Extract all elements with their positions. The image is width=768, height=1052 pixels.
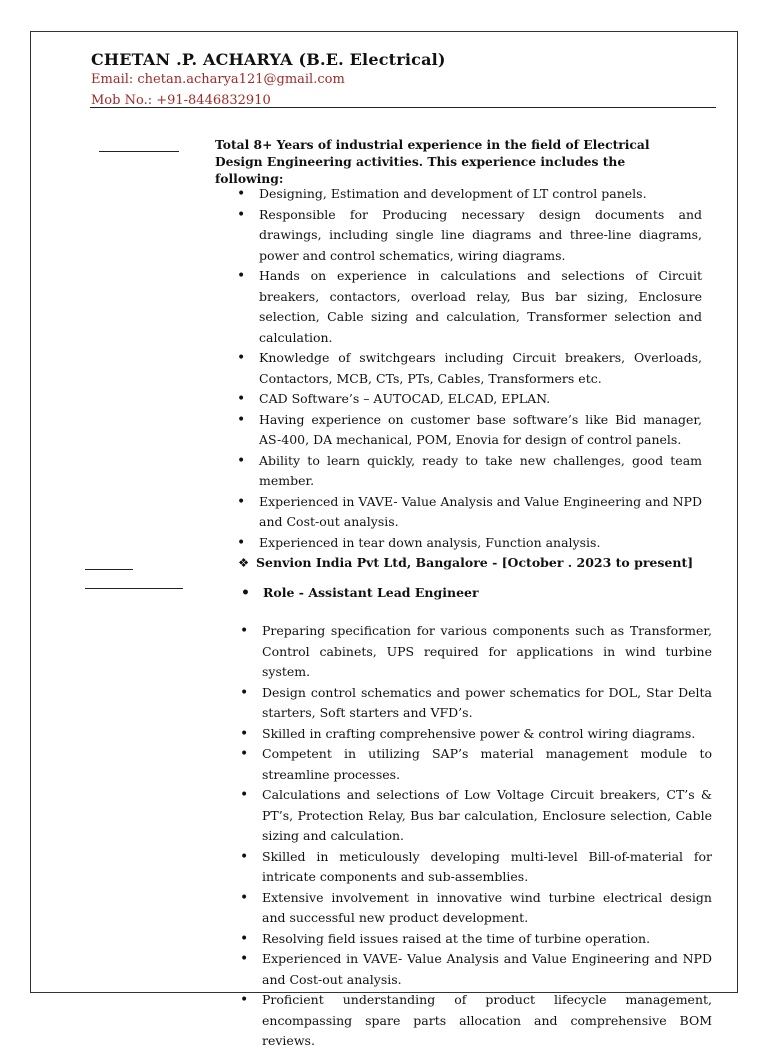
list-item: • Competent in utilizing SAP’s material management module to streamline processes. (237, 744, 712, 785)
list-item: • Skilled in crafting comprehensive power & control wiring diagrams. (237, 724, 712, 745)
list-item: • Having experience on customer base software’s like Bid manager, AS-400, DA mechanical, POM, Enovia for design of control panels. (234, 410, 702, 451)
list-item: • CAD Software’s – AUTOCAD, ELCAD, EPLAN. (234, 389, 702, 410)
header-divider (90, 107, 716, 108)
company-text: Senvion India Pvt Ltd, Bangalore - [October . 2023 to present] (256, 555, 694, 570)
list-item: • Experienced in tear down analysis, Function analysis. (234, 533, 702, 554)
summary-intro: Total 8+ Years of industrial experience in the field of Electrical Design Engineering activities. This experience includes the following: (215, 137, 650, 186)
candidate-name: CHETAN .P. ACHARYA (B.E. Electrical) (91, 50, 446, 69)
list-item: • Responsible for Producing necessary design documents and drawings, including single line diagrams and three-line diagrams, power and control schematics, wiring diagrams. (234, 205, 702, 267)
role-text: Role - Assistant Lead Engineer (263, 585, 479, 600)
list-item: • Design control schematics and power schematics for DOL, Star Delta starters, Soft starters and VFD’s. (237, 683, 712, 724)
section-marker-line (99, 151, 179, 152)
list-item: • Resolving field issues raised at the time of turbine operation. (237, 929, 712, 950)
list-item: • Experienced in VAVE- Value Analysis and Value Engineering and NPD and Cost-out analysis. (234, 492, 702, 533)
list-item: • Calculations and selections of Low Voltage Circuit breakers, CT’s & PT’s, Protection Relay, Bus bar calculation, Enclosure selection, Cable sizing and calculation. (237, 785, 712, 847)
list-item: • Designing, Estimation and development of LT control panels. (234, 184, 702, 205)
bullet-icon: • (241, 585, 250, 601)
mobile-text: Mob No.: +91-8446832910 (91, 93, 271, 108)
experience-list (237, 621, 712, 1052)
role-heading (241, 585, 479, 601)
list-item: • Ability to learn quickly, ready to take new challenges, good team member. (234, 451, 702, 492)
list-item: • Skilled in meticulously developing multi-level Bill-of-material for intricate components and sub-assemblies. (237, 847, 712, 888)
email-text: Email: chetan.acharya121@gmail.com (91, 72, 345, 87)
list-item: • Proficient understanding of product lifecycle management, encompassing spare parts allocation and comprehensive BOM reviews. (237, 990, 712, 1052)
list-item: • Preparing specification for various components such as Transformer, Control cabinets, UPS required for applications in wind turbine system. (237, 621, 712, 683)
resume-page (30, 31, 738, 1048)
list-item: • Extensive involvement in innovative wind turbine electrical design and successful new product development. (237, 888, 712, 929)
section-marker-line (85, 569, 133, 570)
section-marker-line (85, 588, 183, 589)
list-item: • Experienced in VAVE- Value Analysis and Value Engineering and NPD and Cost-out analysis. (237, 949, 712, 990)
list-item: • Hands on experience in calculations and selections of Circuit breakers, contactors, overload relay, Bus bar sizing, Enclosure selection, Cable sizing and calculation, Transformer selection and calculation. (234, 266, 702, 348)
company-heading (238, 555, 693, 570)
list-item: • Knowledge of switchgears including Circuit breakers, Overloads, Contactors, MCB, CTs, PTs, Cables, Transformers etc. (234, 348, 702, 389)
diamond-bullet-icon: ❖ (238, 555, 250, 570)
summary-list (234, 184, 702, 553)
